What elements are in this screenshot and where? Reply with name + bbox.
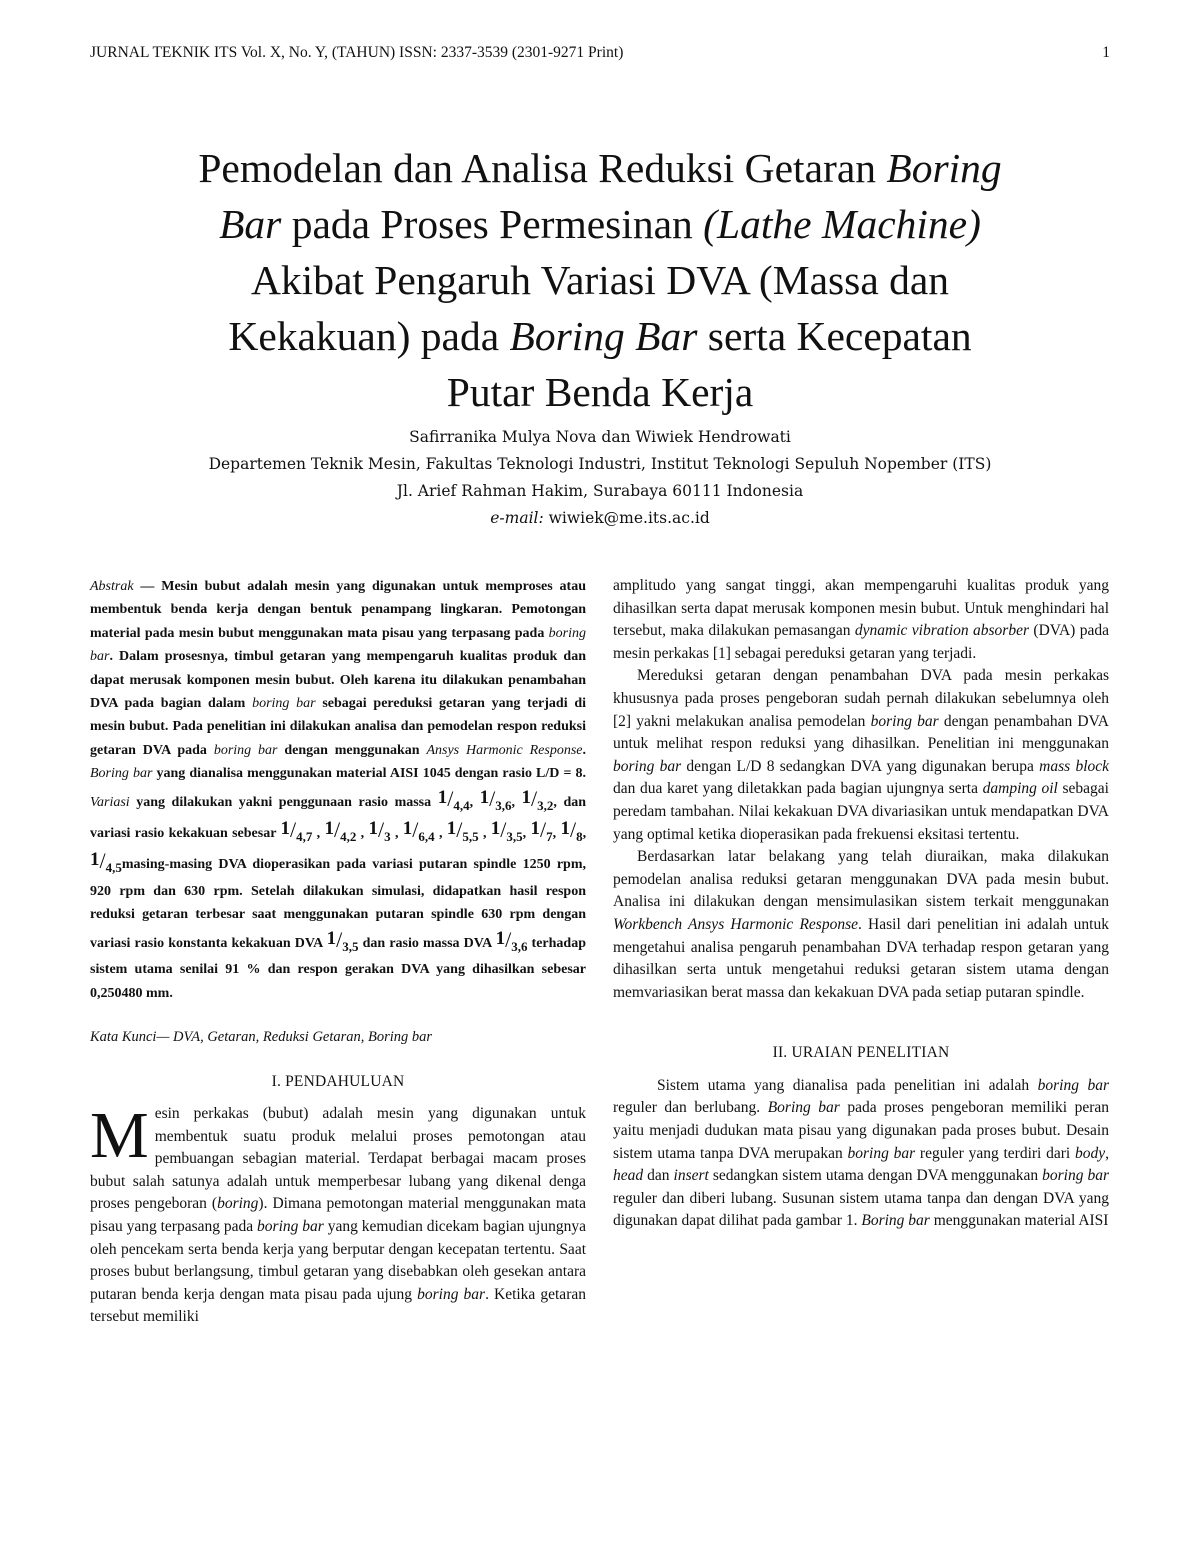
fraction-denominator: 3,6	[511, 938, 528, 954]
intro-paragraph	[90, 1099, 586, 1329]
body-italic: dynamic vibration absorber	[854, 622, 1030, 640]
body-italic: boring bar	[1037, 1076, 1109, 1094]
fraction	[446, 817, 479, 845]
body-text: sedangkan sistem utama dengan DVA menggunakan	[708, 1167, 1043, 1185]
section-heading-pendahuluan: I. PENDAHULUAN	[271, 1072, 405, 1090]
abstract-text: yang dianalisa menggunakan material AISI 1045 dengan rasio L/D = 8.	[152, 766, 586, 782]
fraction-numerator: 1	[490, 818, 501, 840]
fraction-separator: ,	[552, 826, 561, 842]
title-line-5: Putar Benda Kerja	[446, 369, 754, 415]
abstract-text: , dan variasi rasio kekakuan sebesar	[90, 794, 587, 842]
section-heading-uraian: II. URAIAN PENELITIAN	[772, 1044, 950, 1062]
body-italic: boring bar	[870, 712, 939, 730]
author-block	[60, 424, 1140, 532]
body-text: Sistem utama yang dianalisa pada penelitian ini adalah	[657, 1076, 1038, 1094]
fraction	[560, 817, 583, 845]
title-text: Kekakuan) pada	[228, 313, 510, 359]
abstract-italic: boring bar	[252, 696, 316, 712]
abstract-text: dan rasio massa DVA	[358, 935, 496, 951]
keywords: Kata Kunci— DVA, Getaran, Reduksi Getaran, Boring bar	[90, 1028, 433, 1045]
body-text: esin perkakas (bubut) adalah mesin yang digunakan untuk membentuk suatu produk melalui proses pemotongan atau pembuangan sebagian material. Terdapat berbagai macam proses bubut salah satunya adalah untuk memperbesar lubang yang dikenal denga proses pengeboran (	[90, 1105, 586, 1213]
title-text: pada Proses Permesinan	[281, 201, 704, 247]
fraction-denominator: 7	[546, 829, 553, 845]
intro-paragraph-3	[613, 846, 1109, 1004]
title-text: serta Kecepatan	[697, 313, 972, 359]
title-line-2	[60, 196, 1140, 252]
fraction	[479, 785, 512, 813]
fraction-denominator: 3	[384, 829, 391, 845]
fraction	[490, 817, 523, 845]
fraction-numerator: 1	[479, 786, 490, 808]
fraction	[530, 817, 553, 845]
intro-paragraph-2	[613, 665, 1109, 846]
fraction-m	[495, 926, 528, 954]
fraction-slash: /	[447, 785, 454, 811]
fraction-slash: /	[489, 785, 496, 811]
title-line-4	[60, 308, 1140, 364]
fraction-separator: ,	[312, 826, 325, 842]
fraction-slash: /	[505, 926, 512, 952]
fraction-slash: /	[500, 817, 507, 843]
fraction-denominator: 5,5	[462, 829, 479, 845]
fraction-denominator: 3,5	[506, 829, 523, 845]
body-text: . Hasil dari penelitian ini adalah untuk mengetahui analisa pengaruh penambahan DVA terhadap respon getaran yang dihasilkan serta untuk mengetahui reduksi getaran sistem utama dengan memvariasikan berat massa dan kekakuan DVA pada setiap putaran spindle.	[613, 915, 1109, 1001]
body-italic: boring bar	[613, 757, 682, 775]
fraction-numerator: 1	[324, 818, 334, 840]
fraction-numerator: 1	[560, 818, 570, 840]
running-header	[90, 44, 1110, 62]
body-text: dan dua karet yang diletakkan pada bagian ujungnya serta	[613, 780, 983, 798]
fraction-separator: ,	[390, 826, 403, 842]
paper-title	[60, 140, 1140, 420]
fraction-denominator: 8	[576, 829, 583, 845]
abstract	[90, 575, 586, 1005]
dropcap: M	[90, 1099, 149, 1173]
fraction	[437, 785, 470, 813]
abstract-text: terhadap sistem utama senilai 91 % dan respon gerakan DVA yang dihasilkan sebesar 0,250480 mm.	[90, 935, 587, 1001]
body-text: menggunakan material AISI	[929, 1212, 1109, 1230]
mass-ratio-list	[437, 785, 554, 813]
author-address: Jl. Arief Rahman Hakim, Surabaya 60111 Indonesia	[396, 482, 804, 500]
abstract-italic: boring bar	[90, 625, 586, 665]
left-column	[90, 575, 586, 1329]
body-text: dengan L/D 8 sedangkan DVA yang digunakan berupa	[681, 757, 1040, 775]
body-text: Berdasarkan latar belakang yang telah diuraikan, maka dilakukan pemodelan analisa reduksi getaran menggunakan DVA pada mesin bubut. Analisa ini dilakukan dengan mensimulasikan sistem terkait menggunakan	[613, 848, 1109, 911]
body-text: sebagai peredam tambahan. Nilai kekakuan DVA divariasikan untuk mendapatkan DVA yang optimal ketika dioperasikan pada frekuensi eksitasi tertentu.	[613, 780, 1109, 843]
fraction-slash: /	[333, 817, 341, 843]
title-line-3: Akibat Pengaruh Variasi DVA (Massa dan	[250, 257, 950, 303]
fraction-slash: /	[412, 817, 419, 843]
title-italic: Bar	[219, 201, 282, 247]
author-email	[60, 505, 1140, 532]
body-italic: boring bar	[847, 1144, 916, 1162]
fraction-separator: ,	[582, 826, 587, 842]
fraction-slash: /	[569, 817, 577, 843]
body-italic: boring bar	[257, 1218, 324, 1236]
title-text: Pemodelan dan Analisa Reduksi Getaran	[198, 145, 887, 191]
body-text: Mereduksi getaran dengan penambahan DVA pada mesin perkakas khususnya pada proses pengeboran sudah pernah dilakukan sebelumnya oleh [2] yakni melakukan analisa pemodelan	[613, 667, 1109, 730]
body-text: dengan penambahan DVA untuk melihat respon reduksi yang dihasilkan. Penelitian ini menggunakan	[613, 712, 1110, 753]
body-text: reguler yang terdiri dari	[915, 1144, 1075, 1162]
fraction	[521, 785, 554, 813]
body-text: (DVA) pada mesin perkakas [1] sebagai pereduksi getaran yang terjadi.	[613, 622, 1109, 662]
author-affiliation: Departemen Teknik Mesin, Fakultas Teknologi Industri, Institut Teknologi Sepuluh Nopember (ITS)	[208, 455, 992, 473]
body-italic: head	[613, 1167, 644, 1185]
fraction-separator: ,	[522, 826, 531, 842]
fraction-k	[326, 926, 359, 954]
fraction-numerator: 1	[530, 818, 540, 840]
body-text: ,	[1105, 1144, 1109, 1162]
body-italic: damping oil	[982, 780, 1058, 798]
title-block	[60, 140, 1140, 532]
intro-paragraph-continued	[613, 575, 1109, 665]
body-text: reguler dan diberi lubang. Susunan sistem utama tanpa dan dengan DVA yang digunakan dapat dilihat pada gambar 1.	[613, 1189, 1109, 1230]
email-label: e-mail:	[490, 509, 544, 527]
abstract-text: .	[582, 742, 586, 758]
body-text: ). Dimana pemotongan material menggunakan mata pisau yang terpasang pada	[90, 1195, 586, 1236]
abstract-text: . Dalam prosesnya, timbul getaran yang mempengaruh kualitas produk dan dapat merusak komponen mesin bubut. Oleh karena itu dilakukan penambahan DVA pada bagian dalam	[90, 649, 586, 712]
fraction-slash: /	[289, 817, 297, 843]
fraction-numerator: 1	[521, 786, 532, 808]
fraction-separator: ,	[356, 826, 369, 842]
body-text: yang kemudian dicekam bagian ujungnya oleh pencekam serta benda kerja yang berputar dengan kecepatan tertentu. Saat proses bubut berlangsung, timbul getaran yang disebabkan oleh gesekan antara putaran benda kerja dengan mata pisau pada ujung	[90, 1218, 586, 1303]
fraction-denominator: 3,6	[495, 797, 512, 813]
fraction-denominator: 6,4	[418, 829, 435, 845]
body-italic: Boring bar	[861, 1212, 930, 1230]
fraction-slash: /	[378, 817, 385, 843]
title-italic: Boring	[886, 145, 1002, 191]
fraction	[324, 817, 357, 845]
fraction	[368, 817, 391, 845]
abstract-italic: Variasi	[90, 794, 130, 810]
fraction	[90, 848, 122, 876]
fraction-denominator: 4,7	[296, 829, 313, 845]
author-names: Safirranika Mulya Nova dan Wiwiek Hendrowati	[409, 428, 791, 446]
fraction	[280, 817, 313, 845]
fraction-slash: /	[336, 926, 343, 952]
page-number: 1	[1102, 44, 1110, 61]
fraction-denominator: 4,4	[453, 797, 470, 813]
fraction-denominator: 4,5	[105, 860, 122, 876]
fraction-slash: /	[540, 817, 547, 843]
fraction-numerator: 1	[446, 818, 457, 840]
fraction-slash: /	[531, 785, 538, 811]
abstract-label: Abstrak	[90, 579, 134, 594]
email-address[interactable]: wiwiek@me.its.ac.id	[543, 509, 710, 527]
fraction-denominator: 3,2	[537, 797, 554, 813]
body-text: reguler dan berlubang.	[613, 1099, 768, 1117]
body-italic: Boring bar	[767, 1099, 840, 1117]
fraction-separator: ,	[478, 826, 491, 842]
fraction-numerator: 1	[368, 818, 378, 840]
body-italic: boring bar	[1042, 1167, 1109, 1185]
body-italic: body	[1074, 1144, 1106, 1162]
body-text: amplitudo yang sangat tinggi, akan mempengaruhi kualitas produk yang dihasilkan serta dapat merusak komponen mesin bubut. Untuk menghindari hal tersebut, maka dilakukan pemasangan	[613, 577, 1109, 640]
body-italic: boring	[217, 1195, 259, 1213]
fraction	[402, 817, 435, 845]
fraction-denominator: 3,5	[342, 938, 359, 954]
fraction-denominator: 4,2	[340, 829, 357, 845]
body-italic: boring bar	[417, 1285, 486, 1303]
abstract-italic: Ansys Harmonic Response	[426, 742, 583, 758]
abstract-text: sebagai pereduksi getaran yang terjadi di mesin bubut. Pada penelitian ini dilakukan analisa dan pemodelan respon reduksi getaran DVA pada	[90, 696, 586, 758]
body-text: pada proses pengeboran memiliki peran yaitu menjadi dudukan mata pisau yang digunakan pada proses bubut. Desain sistem utama tanpa DVA merupakan	[613, 1099, 1110, 1162]
body-text: . Ketika getaran tersebut memiliki	[90, 1285, 586, 1326]
abstract-italic: Boring bar	[90, 766, 153, 782]
fraction-separator: ,	[469, 794, 480, 810]
method-paragraph	[613, 1075, 1109, 1233]
fraction-slash: /	[456, 817, 463, 843]
abstract-text: yang dilakukan yakni penggunaan rasio massa	[129, 794, 438, 810]
body-italic: Workbench Ansys Harmonic Response	[613, 915, 858, 933]
fraction-separator: ,	[434, 826, 447, 842]
journal-header: JURNAL TEKNIK ITS Vol. X, No. Y, (TAHUN) ISSN: 2337-3539 (2301-9271 Print)	[90, 44, 624, 61]
body-italic: insert	[673, 1167, 709, 1185]
body-text: dan	[643, 1167, 674, 1185]
title-italic: Boring Bar	[509, 313, 698, 359]
body-italic: mass block	[1039, 757, 1110, 775]
title-italic: (Lathe Machine)	[703, 201, 981, 247]
abstract-text: — Mesin bubut adalah mesin yang digunakan untuk memproses atau membentuk benda kerja dengan bentuk penampang lingkaran. Pemotongan material pada mesin bubut menggunakan mata pisau yang terpasang pada	[90, 579, 586, 641]
title-line-1	[60, 140, 1140, 196]
fraction-numerator: 1	[90, 849, 100, 871]
right-column	[613, 575, 1109, 1233]
abstract-text: masing-masing DVA dioperasikan pada variasi putaran spindle 1250 rpm, 920 rpm dan 630 rpm. Setelah dilakukan simulasi, didapatkan hasil respon reduksi getaran terbesar saat menggunakan putaran spindle 630 rpm dengan variasi rasio konstanta kekakuan DVA	[90, 857, 586, 951]
fraction-numerator: 1	[280, 818, 290, 840]
fraction-numerator: 1	[326, 927, 337, 949]
abstract-text: dengan menggunakan	[277, 742, 427, 758]
abstract-italic: boring bar	[213, 742, 278, 758]
fraction-numerator: 1	[402, 818, 413, 840]
fraction-slash: /	[99, 848, 106, 874]
fraction-separator: ,	[511, 794, 522, 810]
fraction-numerator: 1	[437, 786, 448, 808]
fraction-numerator: 1	[495, 927, 506, 949]
